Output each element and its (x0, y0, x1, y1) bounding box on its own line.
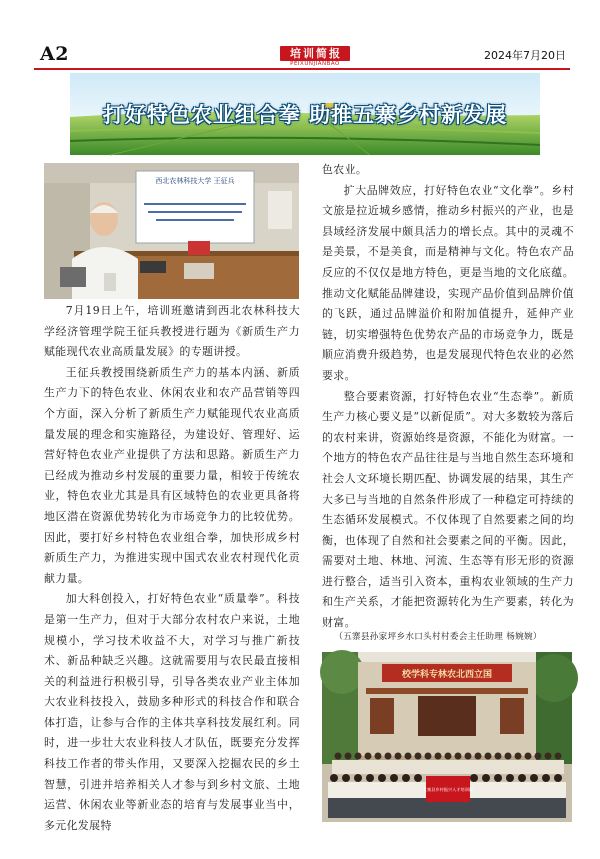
group-banner-text: 五寨县乡村振兴人才培训班 (422, 787, 474, 792)
article-paragraph: 扩大品牌效应，打好特色农业“文化拳”。乡村文旅是拉近城乡感情，推动乡村振兴的产业，也是县域经济发展中颇具活力的增长点。其中的灵魂不是美景，不是美食，而是精神与文化。特色农产品反应的不仅仅是地方特色，更是当地的文化底蕴。推动文化赋能品牌建设，实现产品价值到品牌价值的飞跃，通过品牌溢价和附加值提升，延伸产业链，切实增强特色优势农产品的市场竞争力，既是顺应消费升级趋势，也是发展现代特色农业的必然要求。 (322, 183, 574, 382)
group-photo (322, 652, 572, 822)
masthead-subtitle: PEIXUNJIANBAO (290, 61, 340, 67)
article-column-right (322, 160, 574, 630)
lecture-photo-image (44, 163, 299, 299)
masthead (272, 42, 358, 66)
page-header (34, 42, 570, 66)
headline-title: 打好特色农业组合拳 助推五寨乡村新发展 (102, 103, 508, 127)
issue-date: 2024年7月20日 (484, 49, 566, 62)
article-paragraph: 加大科创投入，打好特色农业“质量拳”。科技是第一生产力，但对于大部分农村农户来说，土地规模小，学习技术收益不大，对学习与推广新技术、新品种缺乏兴趣。这就需要用与农民最直接相关的利益进行积极引导，引导各类农业产业主体加大农业科技投入，鼓励多种形式的科技合作和联合体打造，让参与合作的主体共享科技发展红利。同时，进一步壮大农业科技人才队伍，既要充分发挥科技工作者的带头作用，又要深入挖掘农民的乡土智慧，引进并培养相关人才参与到乡村文旅、土地运营、休闲农业等新业态的培育与发展事业当中，多元化发展特 (44, 592, 300, 832)
article-paragraph: 王征兵教授围绕新质生产力的基本内涵、新质生产力下的特色农业、休闲农业和农产品营销等四个方面，深入分析了新质生产力赋能现代农业高质量发展的理念和实施路径，为建设好、管理好、运营好特色农业产业提供了方法和思路。新质生产力已经成为推动乡村发展的重要力量，相较于传统农业，特色农业尤其是具有区域特色的农业更具备将地区潜在资源优势转化为市场竞争力的比较优势。因此，要打好乡村特色农业组合拳，加快形成乡村新质生产力，为推进实现中国式农业农村现代化贡献力量。 (44, 365, 300, 585)
page-number: A2 (40, 43, 69, 65)
gate-sign-text: 校学科专林农北西立国 (401, 670, 493, 680)
headline-banner (70, 73, 540, 155)
group-photo-image (322, 652, 572, 822)
lecture-photo (44, 163, 299, 299)
author-byline: （五寨县孙家坪乡水口头村村委会主任助理 杨婉婉） (334, 632, 542, 642)
article-paragraph-continued: 色农业。 (322, 163, 368, 176)
header-rule (34, 68, 570, 70)
masthead-title: 培训简报 (280, 46, 350, 61)
article-paragraph: 整合要素资源，打好特色农业“生态拳”。新质生产力核心要义是“以新促质”。对大多数较为落后的农村来讲，资源始终是资源，不能化为财富。一个地方的特色农产品往往是与当地自然生态环境和社会人文环境长期匹配、协调发展的结果，其生产大多已与当地的自然条件形成了一种稳定可持续的生态循环发展模式。不仅体现了自然要素之间的均衡，也体现了自然和社会要素之间的平衡。因此，需要对土地、林地、河流、生态等有形无形的资源进行整合，适当引入资本，重构农业领域的生产力和生产关系，才能把资源转化为生产要素，转化为财富。 (322, 389, 574, 630)
article-column-left (44, 301, 300, 832)
article-paragraph: 7月19日上午，培训班邀请到西北农林科技大学经济管理学院王征兵教授进行题为《新质生产力赋能现代农业高质量发展》的专题讲授。 (44, 304, 300, 359)
lecture-screen-text: 西北农林科技大学 王征兵 (155, 177, 235, 185)
